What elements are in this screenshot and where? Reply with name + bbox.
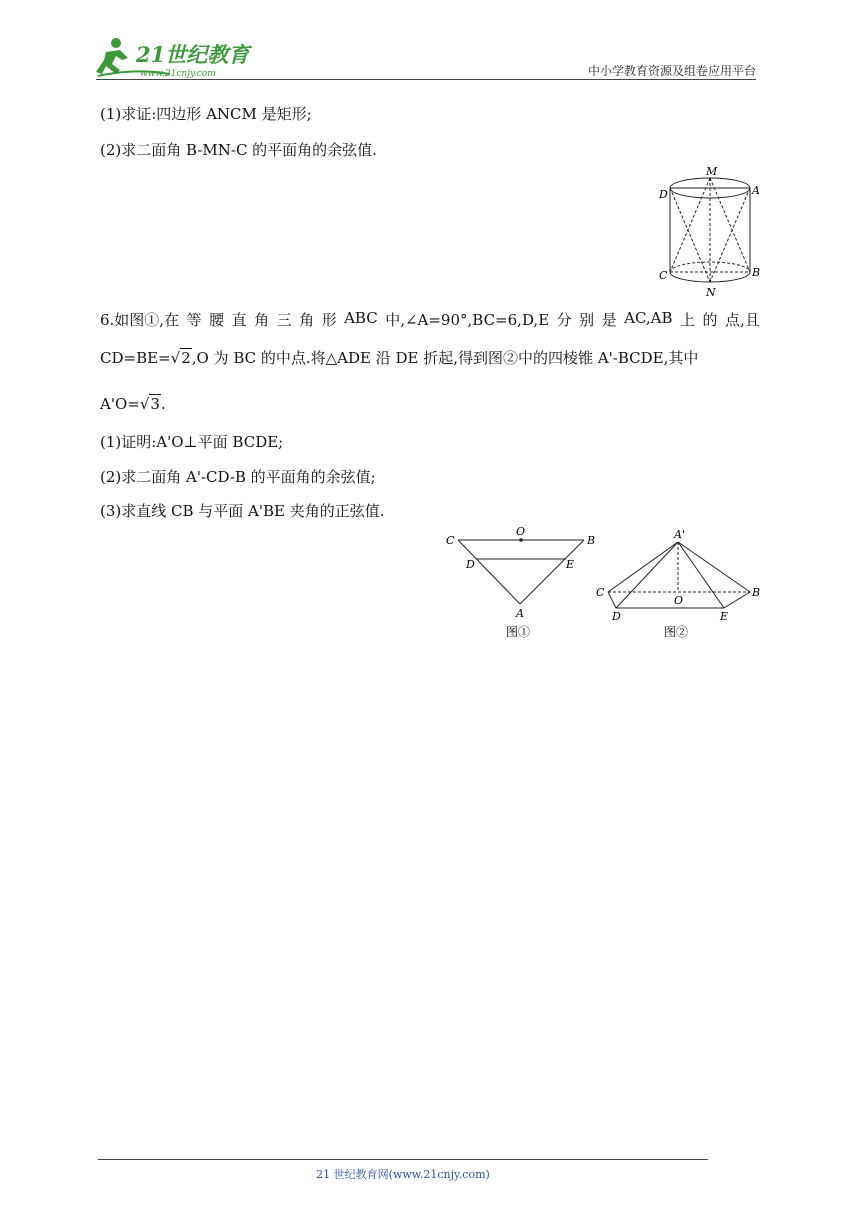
sqrt-two: √2 <box>170 349 191 367</box>
fig2-caption: 图② <box>664 625 689 639</box>
fig2-label-a-prime: A' <box>674 528 685 541</box>
fig2-label-b: B <box>752 586 761 599</box>
label-c: C <box>659 269 668 282</box>
label-b: B <box>752 266 761 279</box>
site-logo <box>94 34 264 80</box>
logo-graphic <box>94 34 264 80</box>
fig1-label-o: O <box>516 525 526 538</box>
problem-6-question-2: (2)求二面角 A'-CD-B 的平面角的余弦值; <box>100 468 376 486</box>
logo-url: www.21cnjy.com <box>140 69 216 79</box>
label-m: M <box>706 165 718 178</box>
figure-1-triangle <box>440 522 600 646</box>
fig1-caption: 图① <box>506 625 531 639</box>
label-n: N <box>706 286 716 299</box>
header-divider <box>96 79 756 80</box>
footer-link[interactable]: 21 世纪教育网(www.21cnjy.com) <box>316 1168 490 1181</box>
fig1-label-a: A <box>516 607 524 620</box>
prev-question-1: (1)求证:四边形 ANCM 是矩形; <box>100 105 312 123</box>
fig2-label-c: C <box>596 586 605 599</box>
prev-question-2: (2)求二面角 B-MN-C 的平面角的余弦值. <box>100 141 377 159</box>
footer-divider <box>98 1159 708 1160</box>
fig1-label-e: E <box>566 558 575 571</box>
problem-6-question-1: (1)证明:A'O⊥平面 BCDE; <box>100 433 284 451</box>
fig2-label-o: O <box>674 594 684 607</box>
platform-title: 中小学教育资源及组卷应用平台 <box>587 64 756 78</box>
logo-text: 21世纪教育 <box>136 42 250 67</box>
fig1-label-d: D <box>466 558 475 571</box>
fig1-label-b: B <box>587 534 596 547</box>
problem-6-line-3: A'O=√3. <box>100 395 166 413</box>
label-a: A <box>752 184 760 197</box>
problem-6-question-3: (3)求直线 CB 与平面 A'BE 夹角的正弦值. <box>100 502 385 520</box>
fig2-label-d: D <box>612 610 621 623</box>
cylinder-figure <box>654 164 766 302</box>
sqrt-three: √3 <box>139 395 160 413</box>
fig1-label-c: C <box>446 534 455 547</box>
figure-2-pyramid <box>590 526 770 646</box>
problem-6-line-2: CD=BE=√2,O 为 BC 的中点.将△ADE 沿 DE 折起,得到图②中的四棱锥 A'-BCDE,其中 <box>100 349 699 367</box>
fig2-label-e: E <box>720 610 729 623</box>
label-d: D <box>659 188 668 201</box>
problem-6-line-1: 6.如图①,在 等 腰 直 角 三 角 形 ABC 中,∠A=90°,BC=6,D,E 分 别 是 AC,AB 上 的 点,且 <box>100 309 760 329</box>
